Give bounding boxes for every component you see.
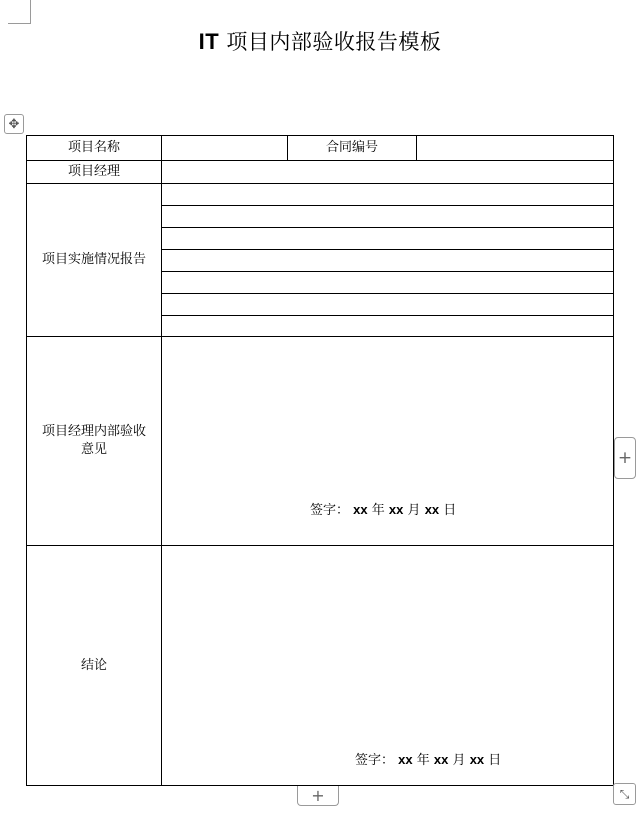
signature-year-unit: 年 [416, 753, 430, 768]
pm-opinion-value[interactable] [162, 337, 614, 546]
signature-day-unit: 日 [488, 753, 502, 768]
signature-day-placeholder: xx [424, 502, 440, 517]
implementation-report-line[interactable] [162, 272, 614, 294]
signature-month-placeholder: xx [388, 502, 404, 517]
pm-opinion-label-line1: 项目经理内部验收 [41, 424, 146, 439]
plus-icon: + [311, 786, 325, 805]
page-margin-mark [8, 23, 31, 25]
implementation-report-line[interactable] [162, 184, 614, 206]
project-name-label: 项目名称 [27, 136, 162, 161]
implementation-report-line[interactable] [162, 206, 614, 228]
title-prefix: IT [198, 29, 220, 54]
implementation-report-line[interactable] [162, 250, 614, 272]
implementation-report-label: 项目实施情况报告 [27, 184, 162, 337]
conclusion-signature-line [355, 749, 501, 768]
signature-label: 签字： [310, 503, 350, 518]
project-manager-label: 项目经理 [27, 161, 162, 184]
signature-year-placeholder: xx [353, 502, 368, 517]
signature-day-placeholder: xx [469, 752, 485, 767]
page-margin-mark [30, 0, 32, 24]
contract-no-label: 合同编号 [288, 136, 417, 161]
signature-month-placeholder: xx [433, 752, 449, 767]
signature-month-unit: 月 [407, 503, 421, 518]
conclusion-label: 结论 [27, 546, 162, 786]
signature-month-unit: 月 [452, 753, 466, 768]
pm-opinion-label-line2: 意见 [80, 442, 107, 457]
project-name-value[interactable] [162, 136, 288, 161]
signature-label: 签字： [355, 753, 395, 768]
implementation-report-line[interactable] [162, 316, 614, 337]
title-main: 项目内部验收报告模板 [226, 30, 442, 54]
plus-icon: + [617, 448, 633, 468]
move-icon: ✥ [8, 116, 20, 132]
conclusion-value[interactable] [162, 546, 614, 786]
pm-signature-line [310, 499, 456, 518]
acceptance-report-table [26, 135, 614, 786]
table-resize-handle[interactable] [613, 783, 636, 805]
pm-opinion-label [27, 337, 162, 546]
add-column-button[interactable] [614, 437, 636, 479]
implementation-report-line[interactable] [162, 228, 614, 250]
signature-day-unit: 日 [443, 503, 457, 518]
document-title [0, 26, 640, 56]
project-manager-value[interactable] [162, 161, 614, 184]
contract-no-value[interactable] [417, 136, 614, 161]
table-move-handle[interactable] [4, 114, 24, 134]
signature-year-unit: 年 [371, 503, 385, 518]
resize-icon: ⤡ [619, 786, 630, 801]
signature-year-placeholder: xx [398, 752, 413, 767]
implementation-report-line[interactable] [162, 294, 614, 316]
add-row-button[interactable] [297, 786, 339, 806]
